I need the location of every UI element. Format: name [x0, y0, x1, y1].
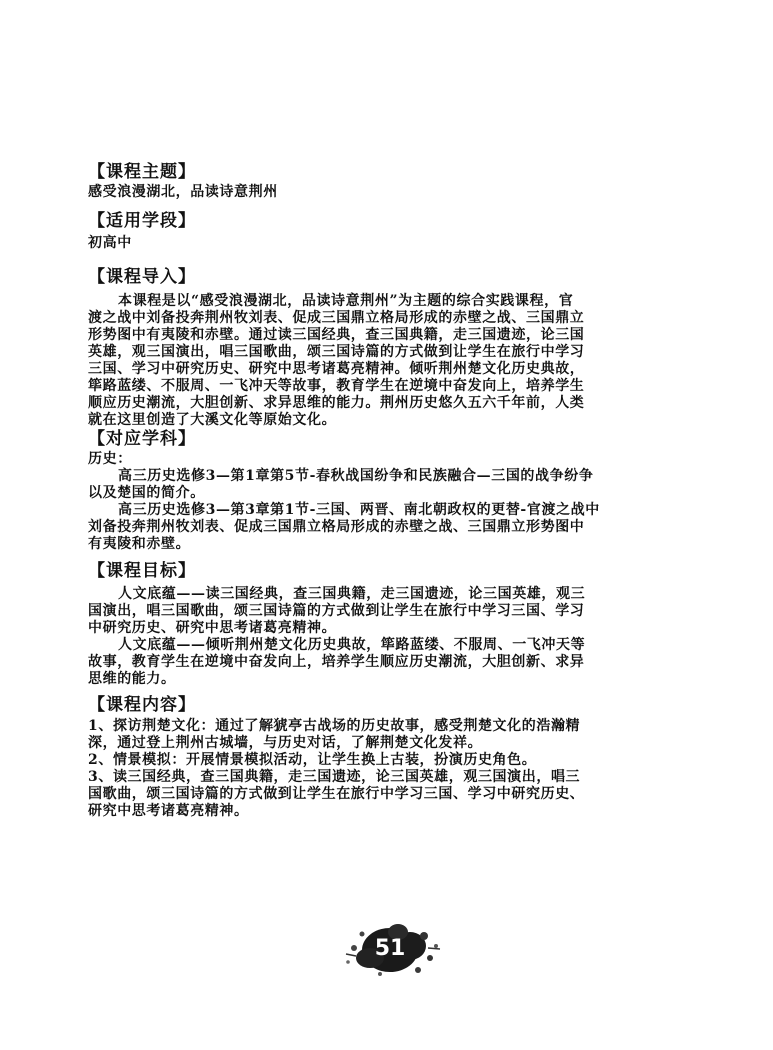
- intro-heading: 【课程导入】: [88, 267, 196, 287]
- page-number: 51: [374, 936, 406, 961]
- intro-line: 筚路蓝缕、不服周、一飞冲天等故事，教育学生在逆境中奋发向上，培养学生: [88, 378, 585, 394]
- theme-heading: 【课程主题】: [88, 162, 196, 182]
- content-line: 3、读三国经典，查三国典籍，走三国遗迹，论三国英雄，观三国演出，唱三: [88, 769, 581, 785]
- goal-line: 国演出，唱三国歌曲，颂三国诗篇的方式做到让学生在旅行中学习三国、学习: [88, 603, 585, 619]
- subject-line: 以及楚国的简介。: [88, 485, 205, 501]
- subject-line: 高三历史选修3—第1章第5节-春秋战国纷争和民族融合—三国的战争纷争: [118, 468, 594, 484]
- subject-line: 历史：: [88, 451, 132, 467]
- intro-line: 形势图中有夷陵和赤壁。通过读三国经典，查三国典籍，走三国遗迹，论三国: [88, 327, 585, 343]
- content-line: 深，通过登上荆州古城墙，与历史对话，了解荆楚文化发祥。: [88, 735, 483, 751]
- content-line: 2、情景模拟：开展情景模拟活动，让学生换上古装，扮演历史角色。: [88, 752, 537, 768]
- intro-line: 就在这里创造了大溪文化等原始文化。: [88, 412, 337, 428]
- theme-text: 感受浪漫湖北，品读诗意荆州: [88, 184, 278, 200]
- content-line: 研究中思考诸葛亮精神。: [88, 803, 249, 819]
- subject-line: 高三历史选修3—第3章第1节-三国、两晋、南北朝政权的更替-官渡之战中: [118, 502, 600, 518]
- page-number-ink-splash: [340, 918, 450, 980]
- goal-line: 思维的能力。: [88, 671, 176, 687]
- intro-line: 三国、学习中研究历史、研究中思考诸葛亮精神。倾听荆州楚文化历史典故，: [88, 361, 585, 377]
- goal-line: 故事，教育学生在逆境中奋发向上，培养学生顺应历史潮流，大胆创新、求异: [88, 654, 585, 670]
- goal-line: 人文底蕴——倾听荆州楚文化历史典故，筚路蓝缕、不服周、一飞冲天等: [118, 637, 586, 653]
- intro-line: 本课程是以“感受浪漫湖北，品读诗意荆州”为主题的综合实践课程，官: [118, 293, 574, 309]
- content-heading: 【课程内容】: [88, 695, 196, 715]
- intro-line: 渡之战中刘备投奔荆州牧刘表、促成三国鼎立格局形成的赤壁之战、三国鼎立: [88, 310, 585, 326]
- content-line: 1、探访荆楚文化：通过了解猇亭古战场的历史故事，感受荆楚文化的浩瀚精: [88, 718, 581, 734]
- goal-line: 中研究历史、研究中思考诸葛亮精神。: [88, 620, 337, 636]
- stage-heading: 【适用学段】: [88, 211, 196, 231]
- stage-text: 初高中: [88, 235, 132, 251]
- subject-line: 有夷陵和赤壁。: [88, 536, 191, 552]
- content-line: 国歌曲，颂三国诗篇的方式做到让学生在旅行中学习三国、学习中研究历史、: [88, 786, 585, 802]
- goal-line: 人文底蕴——读三国经典，查三国典籍，走三国遗迹，论三国英雄，观三: [118, 586, 586, 602]
- intro-line: 顺应历史潮流，大胆创新、求异思维的能力。荆州历史悠久五六千年前，人类: [88, 395, 585, 411]
- goal-heading: 【课程目标】: [88, 561, 196, 581]
- subject-line: 刘备投奔荆州牧刘表、促成三国鼎立格局形成的赤壁之战、三国鼎立形势图中: [88, 519, 585, 535]
- intro-line: 英雄，观三国演出，唱三国歌曲，颂三国诗篇的方式做到让学生在旅行中学习: [88, 344, 585, 360]
- subject-heading: 【对应学科】: [88, 429, 196, 449]
